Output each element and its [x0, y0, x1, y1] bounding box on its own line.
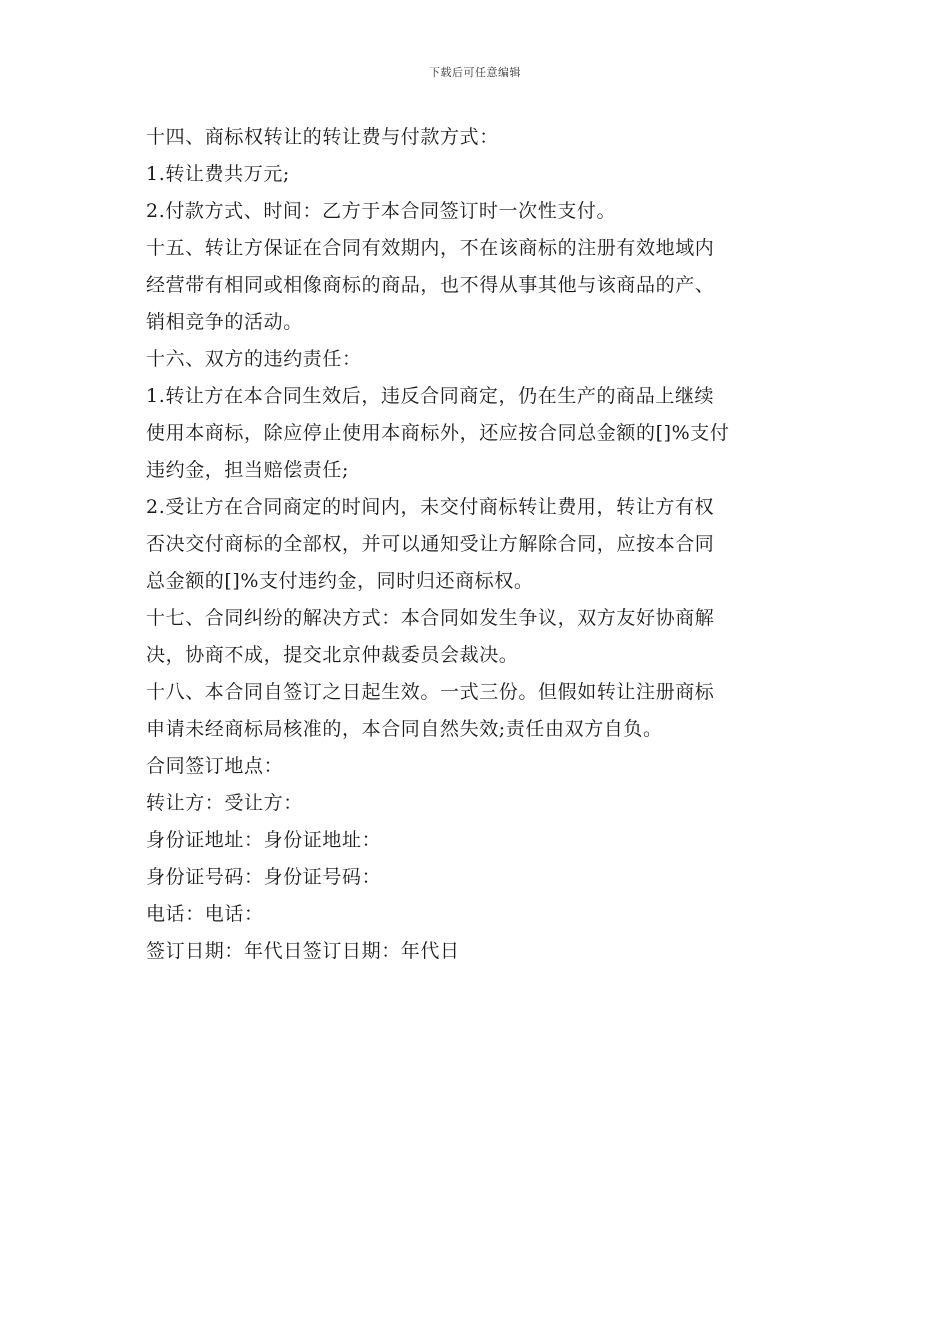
page-header-note: 下载后可任意编辑 [429, 66, 521, 79]
line-parties: 转让方：受让方： [146, 792, 303, 814]
line-id-number: 身份证号码：身份证号码： [146, 866, 382, 888]
line-clause-15-a: 十五、转让方保证在合同有效期内，不在该商标的注册有效地域内 [146, 237, 715, 259]
line-clause-15-b: 经营带有相同或相像商标的商品，也不得从事其他与该商品的产、 [146, 274, 715, 296]
line-clause-15-c: 销相竞争的活动。 [146, 311, 303, 333]
line-clause-18-a: 十八、本合同自签订之日起生效。一式三份。但假如转让注册商标 [146, 681, 715, 703]
contract-body [146, 119, 810, 970]
line-clause-14-item-2: 2.付款方式、时间：乙方于本合同签订时一次性支付。 [146, 200, 617, 222]
line-clause-14-title: 十四、商标权转让的转让费与付款方式： [146, 126, 499, 148]
line-clause-16-item-1-c: 违约金，担当赔偿责任; [146, 459, 350, 481]
line-clause-18-b: 申请未经商标局核准的，本合同自然失效;责任由双方自负。 [146, 718, 663, 740]
line-clause-16-item-1-a: 1.转让方在本合同生效后，违反合同商定，仍在生产的商品上继续 [146, 385, 715, 407]
line-clause-17-b: 决，协商不成，提交北京仲裁委员会裁决。 [146, 644, 519, 666]
line-clause-17-a: 十七、合同纠纷的解决方式：本合同如发生争议，双方友好协商解 [146, 607, 715, 629]
line-clause-16-item-2-b: 否决交付商标的全部权，并可以通知受让方解除合同，应按本合同 [146, 533, 715, 555]
line-clause-14-item-1: 1.转让费共万元; [146, 163, 290, 185]
line-signing-place: 合同签订地点： [146, 755, 284, 777]
line-clause-16-title: 十六、双方的违约责任： [146, 348, 362, 370]
line-clause-16-item-1-b: 使用本商标，除应停止使用本商标外，还应按合同总金额的[]%支付 [146, 422, 730, 444]
line-signing-date: 签订日期：年代日签订日期：年代日 [146, 940, 460, 962]
line-id-address: 身份证地址：身份证地址： [146, 829, 382, 851]
line-clause-16-item-2-c: 总金额的[]%支付违约金，同时归还商标权。 [146, 570, 534, 592]
line-phone: 电话：电话： [146, 903, 264, 925]
line-clause-16-item-2-a: 2.受让方在合同商定的时间内，未交付商标转让费用，转让方有权 [146, 496, 715, 518]
